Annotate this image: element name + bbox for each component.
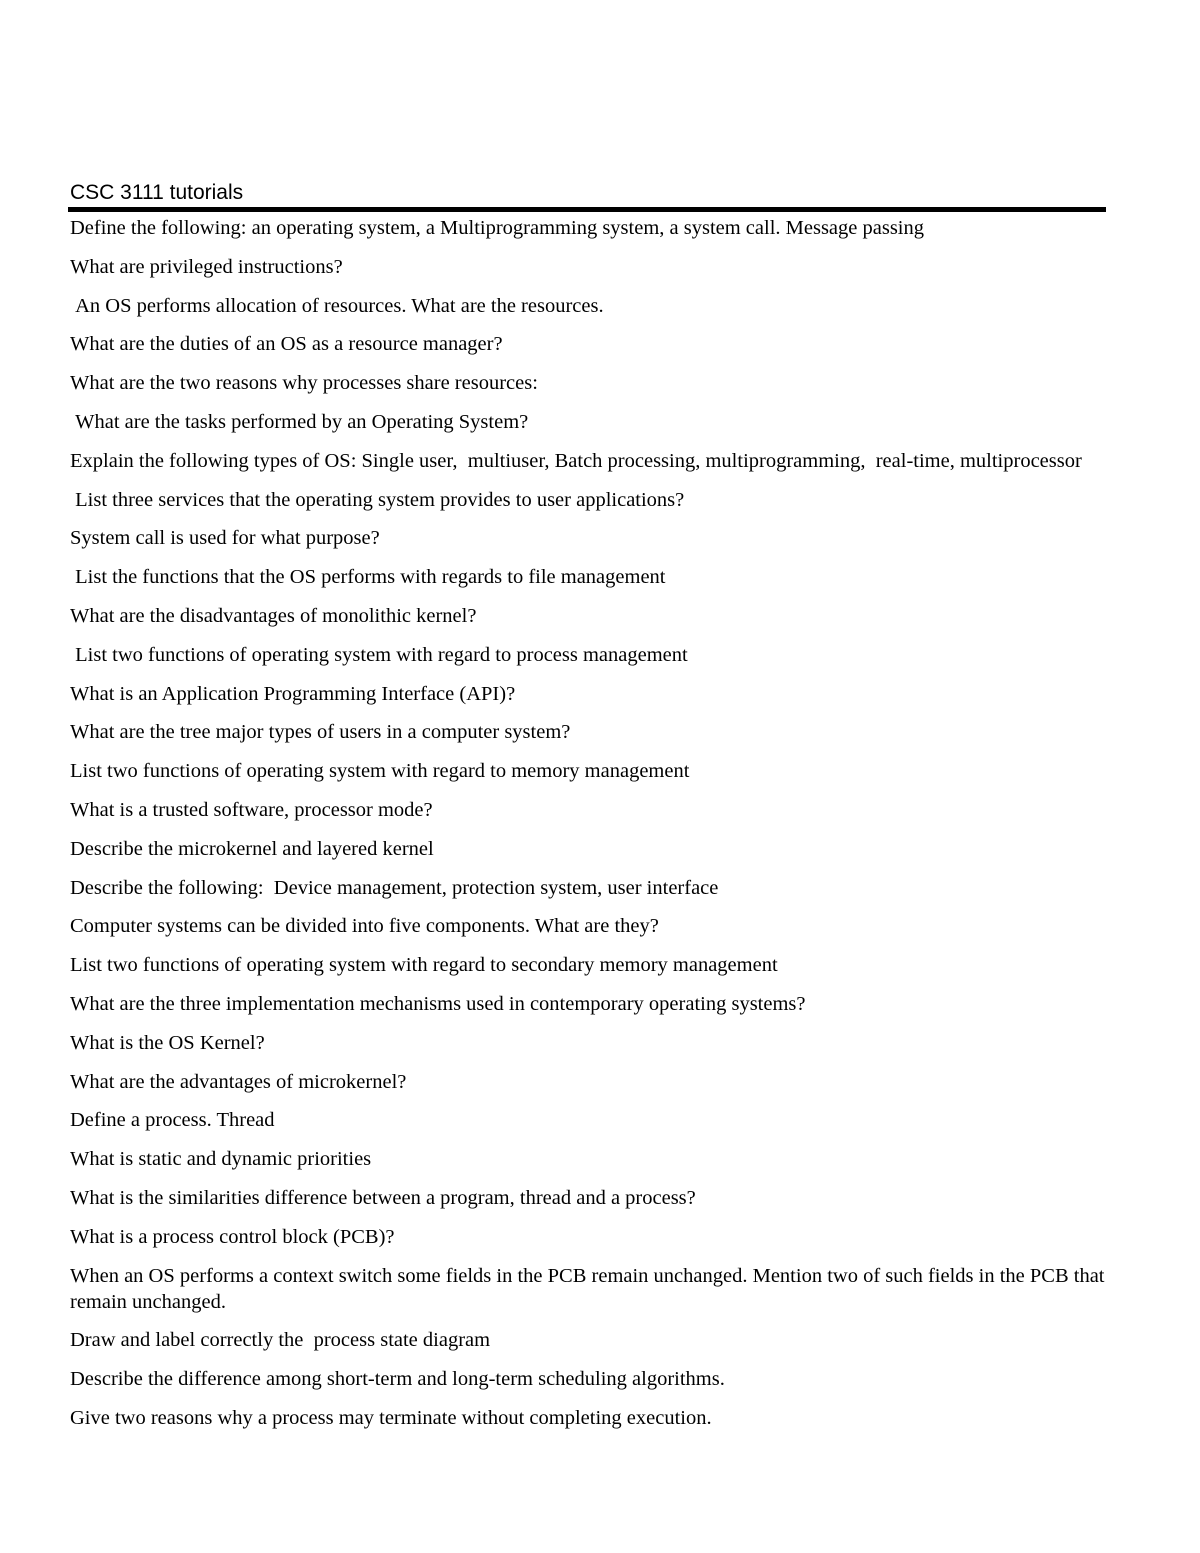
question-item: List two functions of operating system with regard to memory management — [70, 760, 690, 783]
question-list — [70, 215, 1115, 1444]
question-item: System call is used for what purpose? — [70, 527, 380, 550]
question-item: Explain the following types of OS: Single user, multiuser, Batch processing, multiprogramming, real-time, multiprocessor — [70, 449, 1082, 472]
question-item: Describe the following: Device management, protection system, user interface — [70, 876, 719, 899]
question-item: What are the duties of an OS as a resource manager? — [70, 333, 503, 356]
header-divider — [68, 207, 1106, 212]
question-item: Describe the microkernel and layered kernel — [70, 837, 434, 860]
question-item: What is the similarities difference between a program, thread and a process? — [70, 1186, 696, 1209]
question-item: What are the three implementation mechanisms used in contemporary operating systems? — [70, 992, 806, 1015]
question-item: Describe the difference among short-term and long-term scheduling algorithms. — [70, 1368, 725, 1391]
question-item: What are the tasks performed by an Operating System? — [70, 410, 529, 433]
question-item: What is the OS Kernel? — [70, 1031, 265, 1054]
question-item: What are the tree major types of users in a computer system? — [70, 721, 571, 744]
question-item: An OS performs allocation of resources. What are the resources. — [70, 294, 604, 317]
question-item: What is a trusted software, processor mode? — [70, 798, 433, 821]
question-item: List two functions of operating system with regard to secondary memory management — [70, 954, 778, 977]
question-item: What are the two reasons why processes share resources: — [70, 372, 538, 395]
question-item: Define a process. Thread — [70, 1109, 275, 1132]
question-item: What is a process control block (PCB)? — [70, 1225, 395, 1248]
question-item: List three services that the operating system provides to user applications? — [70, 488, 685, 511]
question-item: List two functions of operating system with regard to process management — [70, 643, 688, 666]
question-item: Define the following: an operating system, a Multiprogramming system, a system call. Message passing — [70, 217, 925, 239]
question-item: List the functions that the OS performs with regards to file management — [70, 566, 666, 589]
question-item: When an OS performs a context switch some fields in the PCB remain unchanged. Mention two of such fields in the PCB that remain unchanged. — [70, 1264, 1110, 1313]
question-item: Draw and label correctly the process state diagram — [70, 1329, 491, 1352]
question-item: Computer systems can be divided into five components. What are they? — [70, 915, 659, 938]
question-item: Give two reasons why a process may terminate without completing execution. — [70, 1406, 712, 1429]
question-item: What are the advantages of microkernel? — [70, 1070, 407, 1093]
document-title: CSC 3111 tutorials — [70, 181, 244, 204]
question-item: What are privileged instructions? — [70, 255, 343, 278]
question-item: What are the disadvantages of monolithic kernel? — [70, 604, 477, 627]
question-item: What is static and dynamic priorities — [70, 1148, 372, 1171]
question-item: What is an Application Programming Interface (API)? — [70, 682, 516, 705]
